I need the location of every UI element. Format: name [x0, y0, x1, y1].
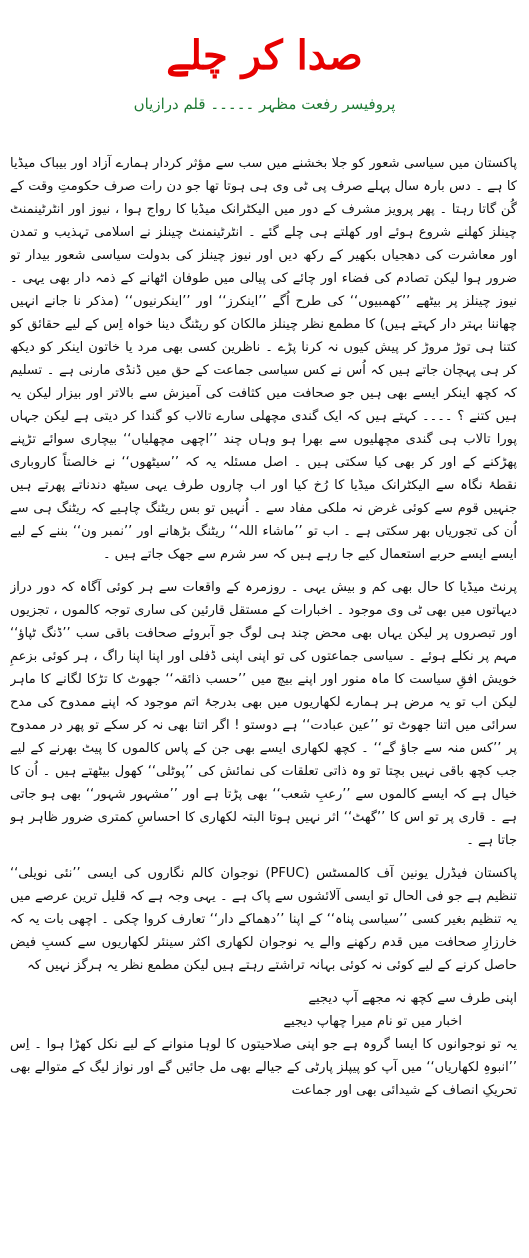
couplet-line: اپنی طرف سے کچھ نہ مجھے آپ دیجیے [308, 991, 517, 1006]
page-title: صدا کر چلے [166, 32, 363, 79]
article-body [10, 152, 517, 1252]
poetry-couplet [10, 987, 517, 1033]
couplet-line: اخبار میں تو نام میرا چھاپ دیجیے [283, 1014, 462, 1029]
article-paragraph: پرنٹ میڈیا کا حال بھی کم و بیش یہی ۔ روزمرہ کے واقعات سے ہر کوئی آگاہ کہ دور دراز دیہاتوں میں بھی ٹی وی موجود ۔ اخبارات کے مستقل قارئین کی ساری توجہ کالموں ، تجزیوں اور تبصروں پر لیکن یہاں بھی محض چند ہی لوگ جو آبروئے صحافت باقی سب ’’ڈنگ ٹپاؤ‘‘ مہم پر نکلے ہوئے ۔ سیاسی جماعتوں کی تو اپنی اپنی ڈفلی اور اپنا اپنا راگ ، ہر کوئی بزعمِ خویش افقِ سیاست کا ماہ منور اور اپنے بیچ میں ’’حسب ذائقہ‘‘ جھوٹ کا تڑکا لگانے کا ماہر لیکن اب تو یہ مرض ہر ہمارے لکھاریوں میں بھی بدرجۂ اتم موجود کہ اپنے ممدوح کی مدح سرائی میں اتنا جھوٹ تو ’’عین عبادت‘‘ ہے دوستو ! اگر اتنا بھی نہ کر سکے تو پھر در ممدوح پر ’’کس منہ سے جاؤ گے‘‘ ۔ کچھ لکھاری ایسے بھی جن کے پاس کالموں کا پیٹ بھرنے کے لیے جب کچھ باقی نہیں بچتا تو وہ ذاتی تعلقات کی نمائش کی ’’پوٹلی‘‘ کھول بیٹھتے ہیں ۔ اُن کا خیال ہے کہ ایسے کالموں سے ’’رعبِ شعب‘‘ بھی پڑتا ہے اور ’’مشہور شہور‘‘ بھی ہو جاتی ہے ۔ قاری پر تو اس کا ’’گھٹ‘‘ اثر نہیں ہوتا البتہ لکھاری کا احساسِ کمتری ضرور ظاہر ہو جاتا ہے ۔ [10, 580, 517, 848]
author-byline: پروفیسر رفعت مظہر ۔۔۔۔۔ قلم درازیاں [133, 95, 396, 113]
article-paragraph: پاکستان فیڈرل یونین آف کالمسٹس (PFUC) نوجوان کالم نگاروں کی ایسی ’’نئی نویلی‘‘ تنظیم ہے جو فی الحال تو ایسی آلائشوں سے پاک ہے ۔ یہی وجہ ہے کہ قلیل ترین عرصے میں یہ تنظیم بغیر کسی ’’سیاسی پناہ‘‘ کے اپنا ’’دھماکے دار‘‘ تعارف کروا چکی ۔ اچھی بات یہ کہ خارزارِ صحافت میں قدم رکھنے والے یہ نوجوان لکھاری اکثر سینئر لکھاریوں سے کسبِ فیض حاصل کرنے کے لیے کوئی نہ کوئی بہانہ تراشتے رہتے ہیں لیکن مطمع نظر یہ ہرگز نہیں کہ [10, 866, 517, 973]
article-paragraph: یہ تو نوجوانوں کا ایسا گروہ ہے جو اپنی صلاحیتوں کا لوہا منوانے کے لیے نکل کھڑا ہوا ۔ اِس ’’انبوہِ لکھاریاں‘‘ میں آپ کو پیپلز پارٹی کے جیالے بھی مل جائیں گے اور نواز لیگ کے متوالے بھی تحریکِ انصاف کے شیدائی بھی اور جماعت [10, 1037, 517, 1098]
article-paragraph: پاکستان میں سیاسی شعور کو جلا بخشنے میں سب سے مؤثر کردار ہمارے آزاد اور بیباک میڈیا کا ہے ۔ دس بارہ سال پہلے صرف پی ٹی وی ہی ہوتا تھا جو دن رات صرف حکومتِ وقت کے گُن گاتا رہتا ۔ پھر پرویز مشرف کے دور میں الیکٹرانک میڈیا کا رواج ہوا ، نیوز اور انٹرٹینمنٹ چینلز کھلنے شروع ہوئے اور کھلتے ہی چلے گئے ۔ انٹرٹینمنٹ چینلز نے اسلامی تہذیب و تمدن اور معاشرت کی دھجیاں بکھیر کے رکھ دیں اور نیوز چینلز کی بدولت سیاسی شعور بیدار تو ضرور ہوا لیکن تصادم کی فضاء اور چائے کی پیالی میں طوفان اٹھانے کے ذمہ دار بھی یہی ۔ نیوز چینلز پر بیٹھے ’’کھمبیوں‘‘ کی طرح اُگے ’’اینکرز‘‘ اور ’’اینکرنیوں‘‘ (مذکر نا جانے انہیں چھاننا بہتر دار کہتے ہیں) کا مطمع نظر چینلز مالکان کو ریٹنگ دینا خواہ اِس کے لیے حقائق کو کتنا ہی توڑ مروڑ کر پیش کیوں نہ کرنا پڑے ۔ ناظرین کسی بھی مرد یا خاتون اینکر کو دیکھ کر ہی پہچان جاتے ہیں کہ اُس نے کس سیاسی جماعت کے حق میں ڈنڈی مارنی ہے ۔ تسلیم کہ کچھ اینکر ایسے بھی ہیں جو صحافت میں کثافت کی آمیزش سے بالاتر اور بیزار لیکن یہ ہیں کتنے ؟ ۔۔۔۔ کہتے ہیں کہ ایک گندی مچھلی سارے تالاب کو گندا کر دیتی ہے لیکن جہاں پورا تالاب ہی گندی مچھلیوں سے بھرا ہو وہاں چند ’’اچھی مچھلیاں‘‘ بیچاری سوائے تڑپنے پھڑکنے کے اور کر بھی کیا سکتی ہیں ۔ اصل مسئلہ یہ کہ ’’سیٹھوں‘‘ نے خالصتاً کاروباری نقطۂ نگاہ سے الیکٹرانک میڈیا کا رُخ کیا اور اب چاروں طرف یہی سیٹھ دندناتے پھرتے ہیں جنہیں قوم سے کوئی غرض نہ ملکی مفاد سے ۔ اُنہیں تو بس ریٹنگ چاہیے کہ ریٹنگ ہی سے اُن کی تجوریاں بھر سکتی ہے ۔ اب تو ’’ماشاء اللہ‘‘ ریٹنگ بڑھانے اور ’’نمبر ون‘‘ بننے کے لیے ایسے ایسے حربے استعمال کیے جا رہے ہیں کہ سر شرم سے جھک جاتے ہیں ۔ [10, 156, 517, 562]
